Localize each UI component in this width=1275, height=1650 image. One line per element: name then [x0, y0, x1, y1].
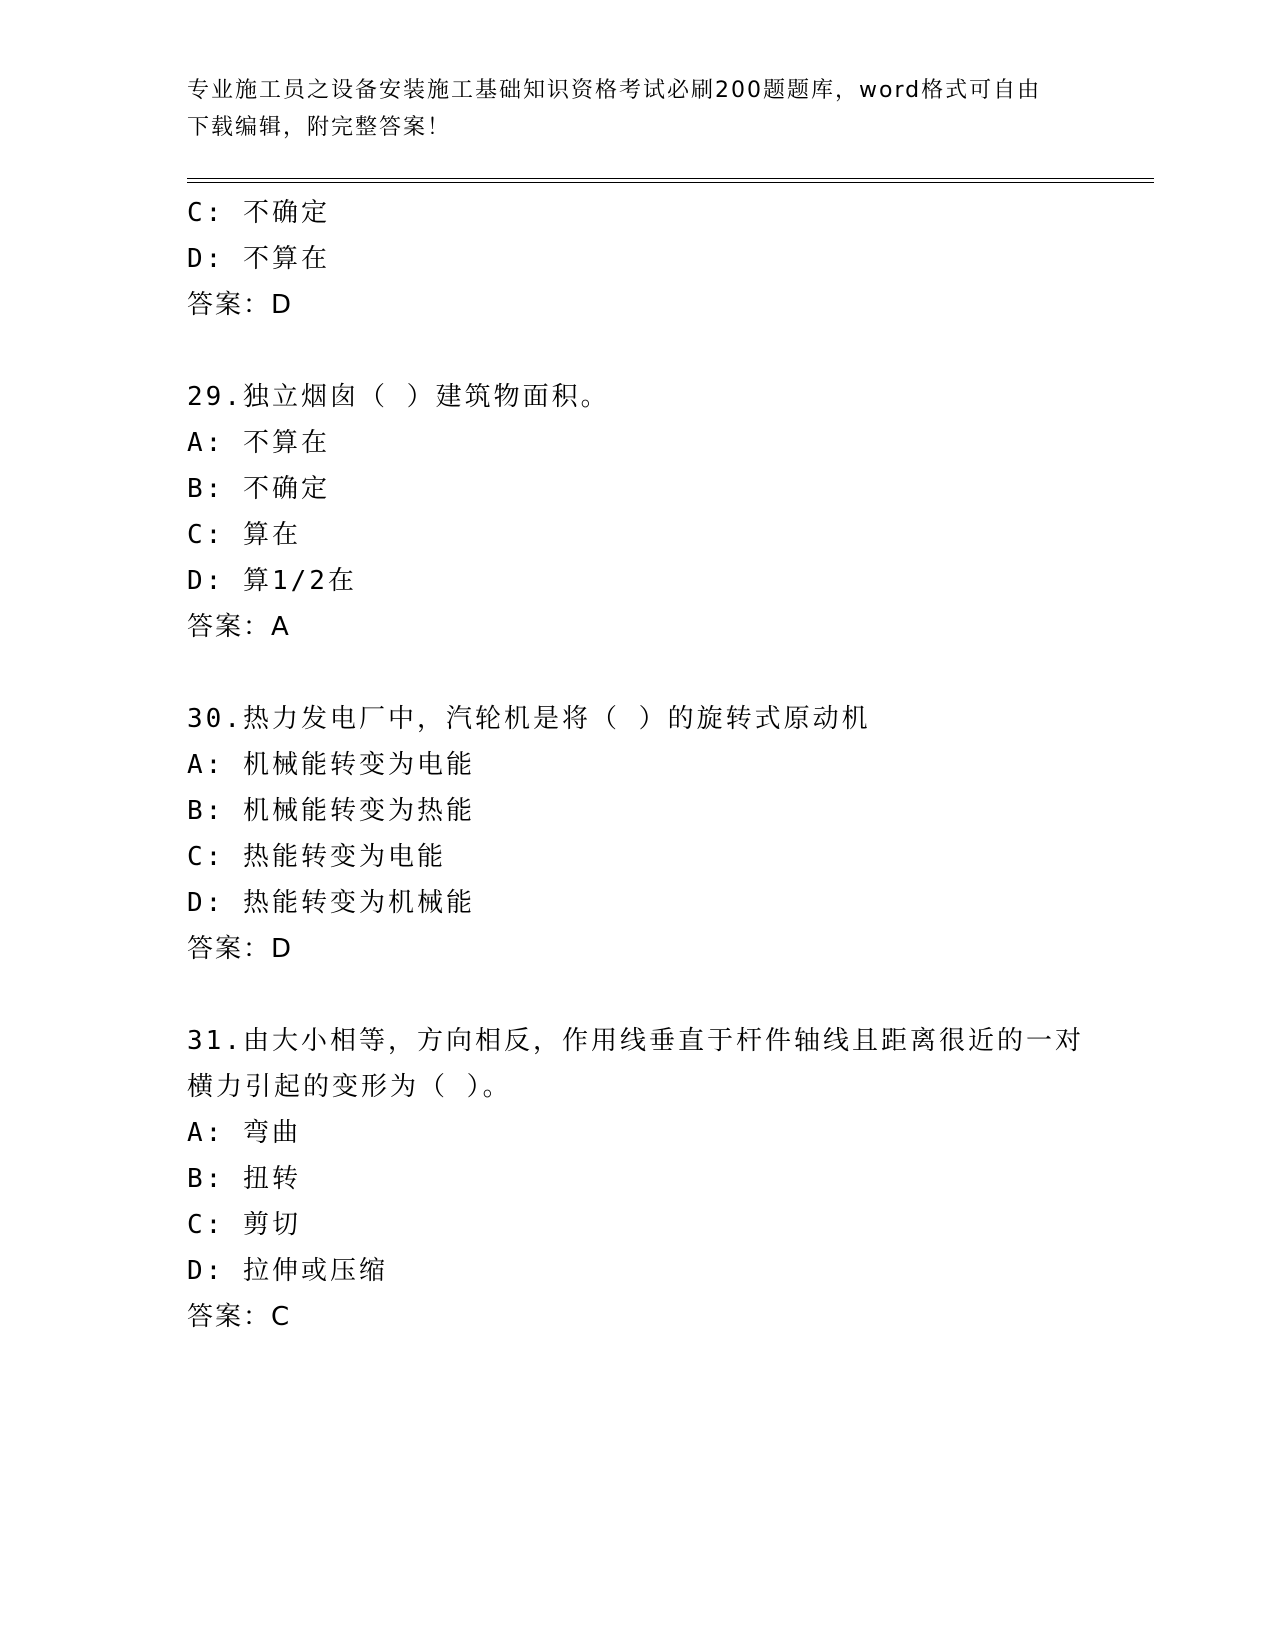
question-31-stem: 31.由大小相等，方向相反，作用线垂直于杆件轴线且距离很近的一对 [187, 1026, 1084, 1056]
question-list [187, 190, 1087, 1340]
option-d: D: 不算在 [187, 244, 330, 274]
option-a: A: 不算在 [187, 428, 330, 458]
option-b: B: 扭转 [187, 1164, 301, 1194]
option-a: A: 机械能转变为电能 [187, 750, 475, 780]
answer-line: 答案：D [187, 290, 294, 320]
header-title-line-2: 下载编辑，附完整答案！ [187, 115, 452, 140]
spacer [187, 328, 1087, 374]
answer-line: 答案：C [187, 1302, 292, 1332]
spacer [187, 650, 1087, 696]
option-d: D: 热能转变为机械能 [187, 888, 475, 918]
option-c: C: 算在 [187, 520, 301, 550]
option-c: C: 不确定 [187, 198, 330, 228]
option-d: D: 拉伸或压缩 [187, 1256, 388, 1286]
document-header [187, 72, 1077, 146]
option-b: B: 不确定 [187, 474, 330, 504]
option-c: C: 剪切 [187, 1210, 301, 1240]
header-divider [187, 178, 1154, 183]
question-31-stem-continued: 横力引起的变形为（ ）。 [187, 1072, 512, 1102]
answer-line: 答案：A [187, 612, 291, 642]
question-30-stem: 30.热力发电厂中，汽轮机是将（ ）的旋转式原动机 [187, 704, 871, 734]
option-c: C: 热能转变为电能 [187, 842, 446, 872]
answer-line: 答案：D [187, 934, 294, 964]
option-b: B: 机械能转变为热能 [187, 796, 475, 826]
option-d: D: 算1/2在 [187, 566, 357, 596]
header-title-line-1: 专业施工员之设备安装施工基础知识资格考试必刷200题题库，word格式可自由 [187, 78, 1042, 103]
option-a: A: 弯曲 [187, 1118, 301, 1148]
question-29-stem: 29.独立烟囱（ ）建筑物面积。 [187, 382, 610, 412]
spacer [187, 972, 1087, 1018]
